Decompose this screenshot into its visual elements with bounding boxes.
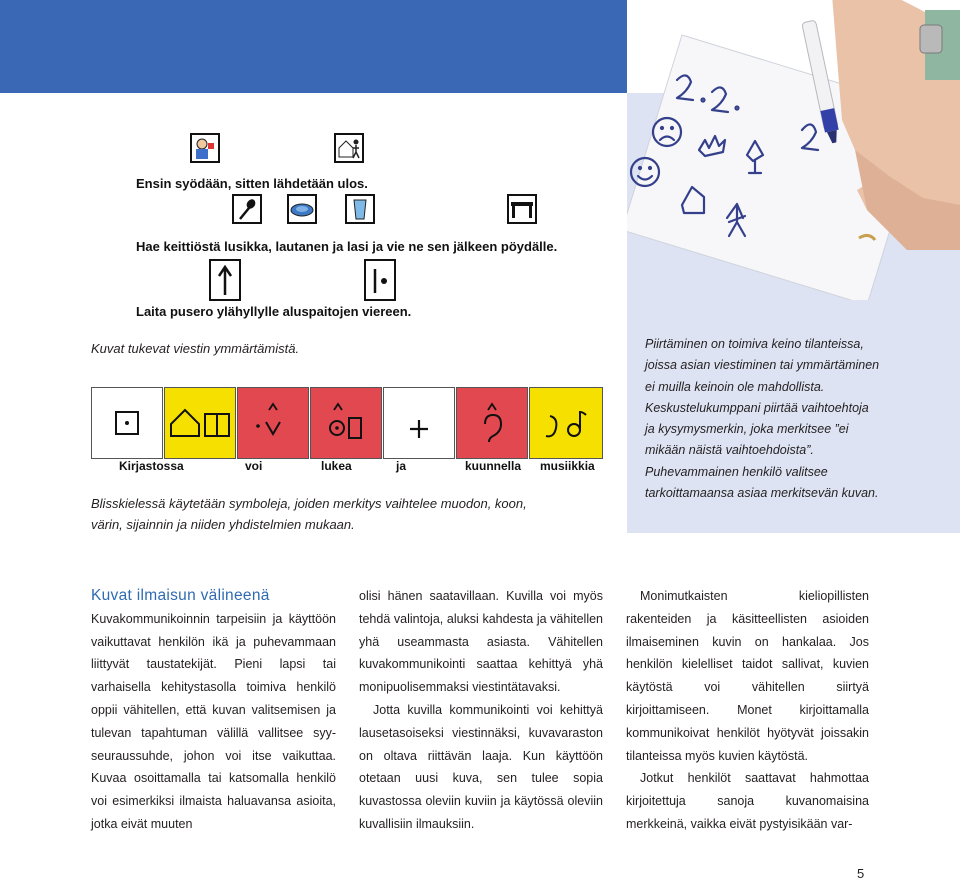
bliss-label-ja: ja: [396, 459, 407, 473]
bliss-cell-lukea: [237, 387, 309, 459]
article-col3-paragraph-1: Monimutkaisten kieliopillisten rakenteiden ja käsitteellisten asioiden ilmaiseminen kuvin on hankalaa. Jos henkilön kielelliset taidot sallivat, kuvien käytöstä voi vähitellen siirtyä kirjoittamiseen. Monet kirjoittamalla kommunikoivat henkilöt hyötyvät joissakin tilanteissa myös kuvien käytöstä.: [626, 589, 869, 763]
symbols-line-1: Ensin syödään, sitten lähdetään ulos.: [136, 176, 368, 191]
bliss-cell-ja: [383, 387, 455, 459]
next-to-symbol-icon: [364, 259, 396, 301]
bliss-label-musiikkia: musiikkia: [540, 459, 595, 473]
bliss-label-kirjastossa: Kirjastossa: [119, 459, 184, 473]
table-symbol-icon: [507, 194, 537, 224]
bliss-label-voi: voi: [245, 459, 263, 473]
bliss-label-lukea: lukea: [321, 459, 352, 473]
glass-symbol-icon: [345, 194, 375, 224]
eat-symbol-icon: [190, 133, 220, 163]
article-column-3: [626, 585, 869, 836]
bliss-cell-kirjastossa: [91, 387, 163, 459]
caption-right: Piirtäminen on toimiva keino tilanteissa, joissa asian viestiminen tai ymmärtäminen ei muilla keinoin ole mahdollista. Keskustelukumppani piirtää vaihtoehtoja ja kysymysmerkin, joka merkitsee ”ei mikään näistä vaihtoehdoista”. Puhevammainen henkilö valitsee tarkoittamaansa asiaa merkitsevän kuvan.: [645, 337, 880, 501]
caption-left: Kuvat tukevat viestin ymmärtämistä.: [91, 341, 300, 356]
article-col2-paragraph-2: Jotta kuvilla kommunikointi voi kehittyä lausetasoiseksi viestinnäksi, kuvavaraston on oltava riittävän laaja. Kun käyttöön otetaan uusi kuva, sen tulee sopia kuvastossa oleviin kuviin ja käytössä oleviin kuvallisiin ilmauksiin.: [359, 702, 603, 831]
article-column-2: [359, 585, 603, 836]
up-arrow-symbol-icon: [209, 259, 241, 301]
bliss-symbol-row: [91, 387, 603, 459]
article-heading: Kuvat ilmaisun välineenä: [91, 587, 270, 604]
bliss-cell-lukea-2: [310, 387, 382, 459]
article-column-1: [91, 585, 336, 836]
bliss-label-kuunnella: kuunnella: [465, 459, 522, 473]
bliss-cell-kuunnella: [456, 387, 528, 459]
plate-symbol-icon: [287, 194, 317, 224]
article-col3-paragraph-2: Jotkut henkilöt saattavat hahmottaa kirjoitettuja sanoja kuvanomaisina merkkeinä, vaikka eivät pystyisikään var-: [626, 771, 869, 831]
bliss-cell-musiikkia: [529, 387, 603, 459]
drawing-photo: [627, 0, 960, 300]
bliss-cell-voi: [164, 387, 236, 459]
article-col2-paragraph-1: olisi hänen saatavillaan. Kuvilla voi myös tehdä valintoja, aluksi kahdesta ja vähitellen yhä useammasta asiasta. Vähitellen kuvakommunikointi saattaa kehittyä yhä monipuolisemmaksi viestintätavaksi.: [359, 589, 603, 695]
page-number: 5: [857, 866, 865, 881]
symbols-line-3: Laita pusero ylähyllylle aluspaitojen viereen.: [136, 304, 412, 319]
spoon-symbol-icon: [232, 194, 262, 224]
go-out-symbol-icon: [334, 133, 364, 163]
symbols-line-2: Hae keittiöstä lusikka, lautanen ja lasi ja vie ne sen jälkeen pöydälle.: [136, 239, 558, 254]
bliss-caption: Blisskielessä käytetään symboleja, joiden merkitys vaihtelee muodon, koon, värin, sijainnin ja niiden yhdistelmien mukaan.: [91, 496, 527, 533]
article-col1-paragraph: Kuvakommunikoinnin tarpeisiin ja käyttöön vaikuttavat henkilön ikä ja puhevammaan liittyvät taustatekijät. Pieni lapsi tai varhaisella kehitystasolla toimiva henkilö oppii vähitellen, että kuvan valitsemisen ja tulevan tapahtuman välillä vallitsee syy-seuraussuhde, johon voi itse vaikuttaa. Kuvaa osoittamalla tai katsomalla henkilö voi esimerkiksi ilmaista haluavansa asioita, jotka eivät muuten: [91, 611, 336, 831]
